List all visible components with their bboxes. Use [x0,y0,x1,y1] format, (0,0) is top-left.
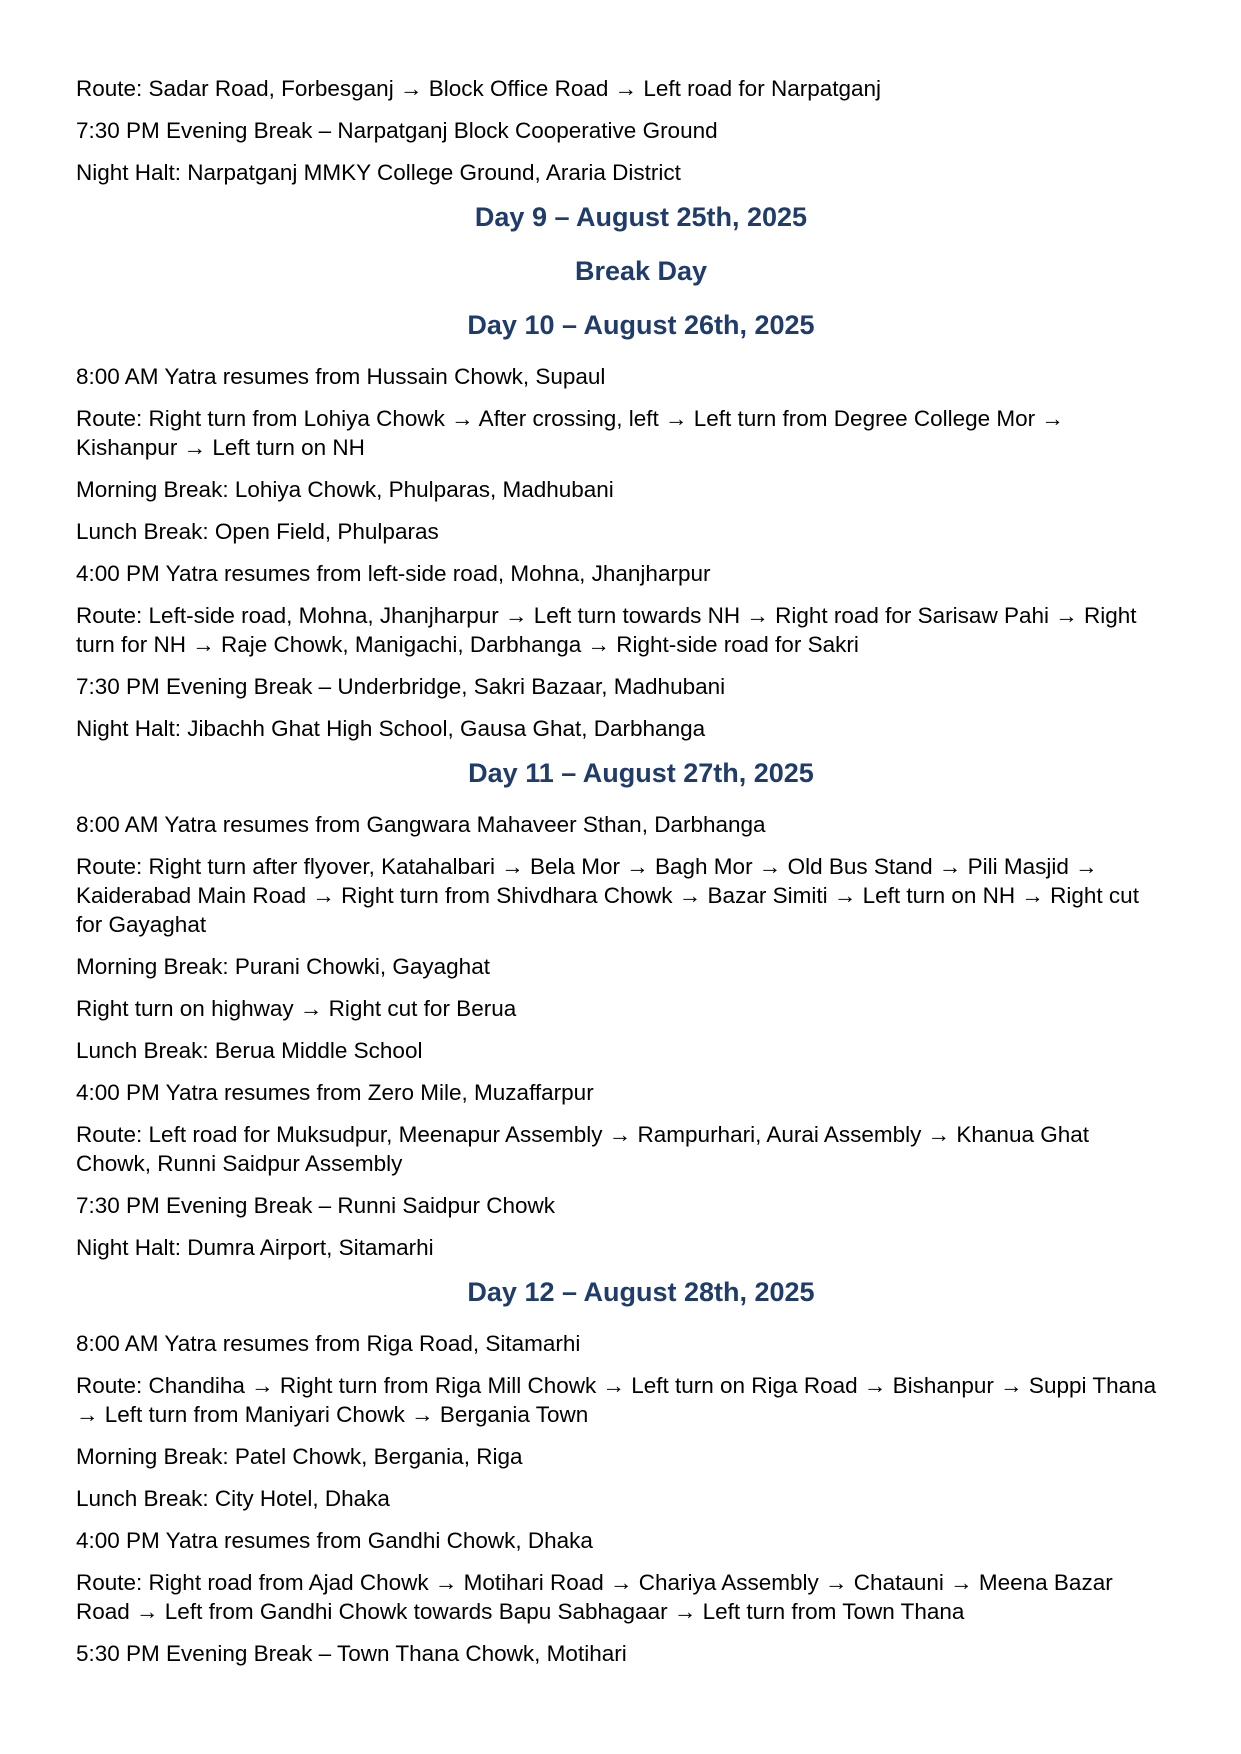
yatra-resume-text: 4:00 PM Yatra resumes from left-side road, Mohna, Jhanjharpur [76,561,711,586]
evening-break-text: 7:30 PM Evening Break – Underbridge, Sakri Bazaar, Madhubani [76,674,726,699]
morning-break-text: Morning Break: Lohiya Chowk, Phulparas, Madhubani [76,477,614,502]
route-text: Route: Right turn after flyover, Katahalbari → Bela Mor → Bagh Mor → Old Bus Stand → Pili Masjid → Kaiderabad Main Road → Right turn from Shivdhara Chowk → Bazar Simiti → Left turn on NH → Right cut for Gayaghat [76,854,1139,937]
route-text: Route: Right turn from Lohiya Chowk → After crossing, left → Left turn from Degree College Mor → Kishanpur → Left turn on NH [76,406,1064,460]
night-halt-text: Night Halt: Jibachh Ghat High School, Gausa Ghat, Darbhanga [76,716,706,741]
lunch-break-text: Lunch Break: City Hotel, Dhaka [76,1486,390,1511]
day-12-heading: Day 12 – August 28th, 2025 [467,1277,815,1307]
day-10-heading: Day 10 – August 26th, 2025 [467,310,815,340]
yatra-resume-text: 8:00 AM Yatra resumes from Hussain Chowk, Supaul [76,364,606,389]
night-halt-text: Night Halt: Dumra Airport, Sitamarhi [76,1235,434,1260]
lunch-break-text: Lunch Break: Open Field, Phulparas [76,519,439,544]
lunch-break-text: Lunch Break: Berua Middle School [76,1038,423,1063]
day-11-heading: Day 11 – August 27th, 2025 [468,758,814,788]
break-day-heading: Break Day [574,256,708,286]
route-text: Route: Chandiha → Right turn from Riga Mill Chowk → Left turn on Riga Road → Bishanpur → Suppi Thana → Left turn from Maniyari Chowk → Bergania Town [76,1373,1157,1427]
route-text: Route: Left road for Muksudpur, Meenapur Assembly → Rampurhari, Aurai Assembly → Khanua Ghat Chowk, Runni Saidpur Assembly [76,1122,1090,1176]
day-9-heading: Day 9 – August 25th, 2025 [474,202,808,232]
morning-break-text: Morning Break: Purani Chowki, Gayaghat [76,954,490,979]
night-halt-text: Night Halt: Narpatganj MMKY College Ground, Araria District [76,160,681,185]
route-text: Route: Sadar Road, Forbesganj → Block Office Road → Left road for Narpatganj [76,76,882,101]
route-text: Route: Right road from Ajad Chowk → Motihari Road → Chariya Assembly → Chatauni → Meena Bazar Road → Left from Gandhi Chowk towards Bapu Sabhagaar → Left turn from Town Thana [76,1570,1113,1624]
morning-break-text: Morning Break: Patel Chowk, Bergania, Riga [76,1444,523,1469]
evening-break-text: 7:30 PM Evening Break – Runni Saidpur Chowk [76,1193,556,1218]
yatra-resume-text: 8:00 AM Yatra resumes from Gangwara Mahaveer Sthan, Darbhanga [76,812,766,837]
yatra-resume-text: 4:00 PM Yatra resumes from Gandhi Chowk, Dhaka [76,1528,593,1553]
evening-break-text: 7:30 PM Evening Break – Narpatganj Block Cooperative Ground [76,118,718,143]
evening-break-text: 5:30 PM Evening Break – Town Thana Chowk, Motihari [76,1641,627,1666]
document-page [76,74,1166,1681]
route-text: Route: Left-side road, Mohna, Jhanjharpur → Left turn towards NH → Right road for Sarisaw Pahi → Right turn for NH → Raje Chowk, Manigachi, Darbhanga → Right-side road for Sakri [76,603,1137,657]
yatra-resume-text: 8:00 AM Yatra resumes from Riga Road, Sitamarhi [76,1331,581,1356]
yatra-resume-text: 4:00 PM Yatra resumes from Zero Mile, Muzaffarpur [76,1080,594,1105]
route-text: Right turn on highway → Right cut for Berua [76,996,517,1021]
